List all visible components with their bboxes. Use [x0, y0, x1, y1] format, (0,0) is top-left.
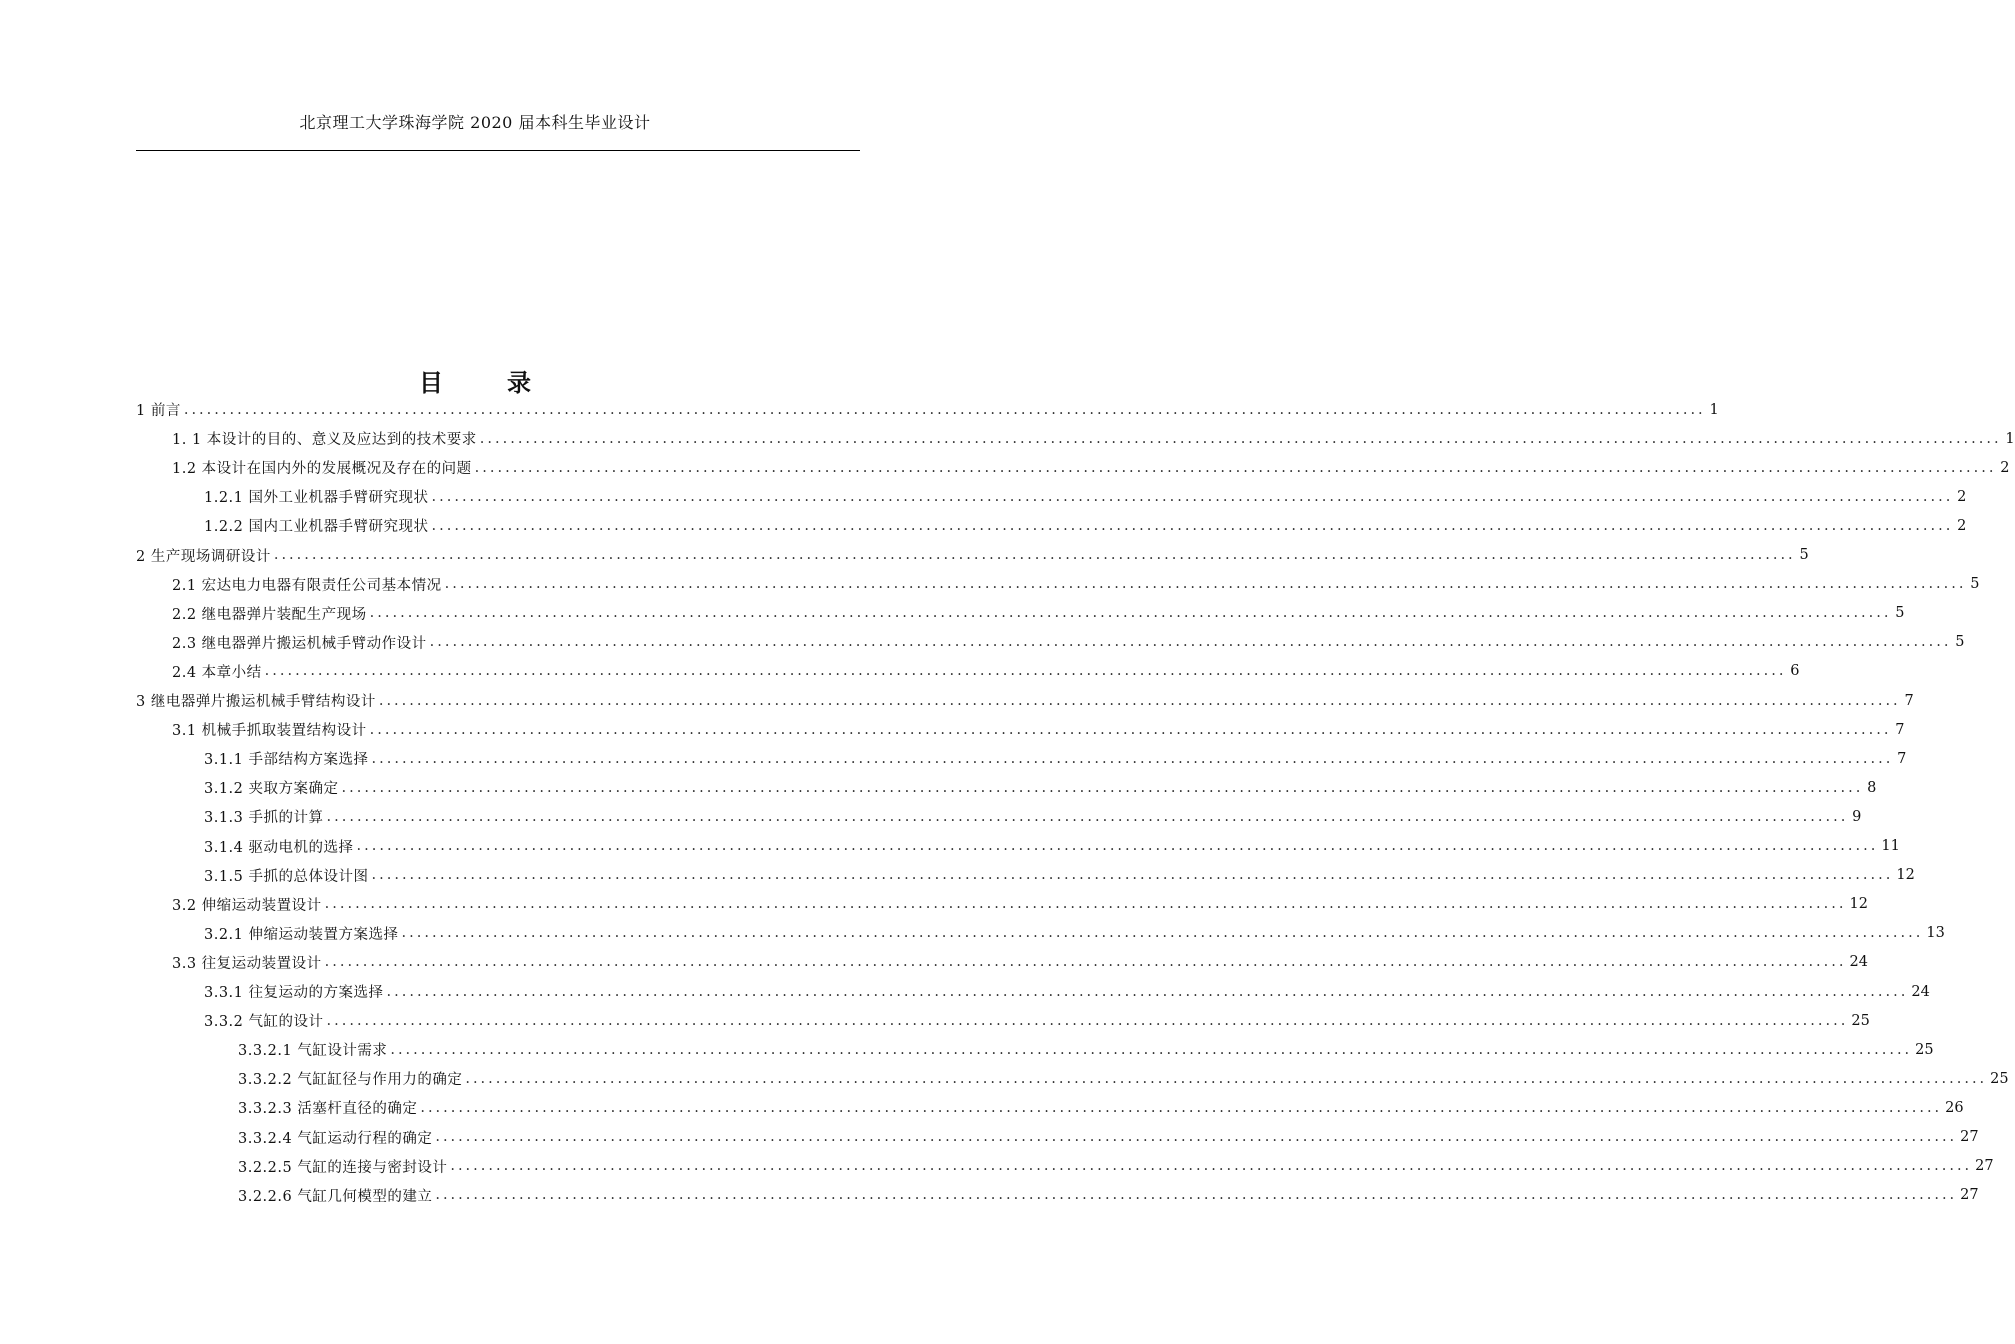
toc-leader-dots: ........................................................................................................................................................................................................: [431, 517, 1954, 534]
toc-leader-dots: ........................................................................................................................................................................................................: [371, 867, 1894, 884]
toc-leader-dots: ........................................................................................................................................................................................................: [401, 925, 1924, 942]
toc-entry-page: 2: [2000, 459, 2010, 476]
toc-entry-title: 2 生产现场调研设计: [136, 548, 271, 565]
toc-entry[interactable]: [172, 599, 1905, 628]
toc-entry-page: 26: [1945, 1099, 1964, 1116]
toc-entry-title: 3.3.2 气缸的设计: [204, 1014, 324, 1031]
toc-entry-title: 3.3.2.4 气缸运动行程的确定: [238, 1130, 433, 1147]
toc-leader-dots: ........................................................................................................................................................................................................: [420, 1099, 1943, 1116]
toc-entry-page: 1: [2005, 430, 2015, 447]
toc-entry-page: 7: [1897, 750, 1907, 767]
toc-entry[interactable]: [238, 1093, 1964, 1122]
toc-entry-title: 1 前言: [136, 403, 181, 419]
toc-entry-page: 25: [1851, 1012, 1870, 1029]
toc-entry[interactable]: [172, 424, 2015, 453]
toc-entry-title: 2.3 继电器弹片搬运机械手臂动作设计: [172, 635, 427, 652]
toc-entry-title: 3.3.2.1 气缸设计需求: [238, 1043, 388, 1060]
toc-leader-dots: ........................................................................................................................................................................................................: [435, 1187, 1958, 1204]
toc-leader-dots: ........................................................................................................................................................................................................: [371, 750, 1894, 767]
toc-entry-title: 3.1.2 夹取方案确定: [204, 781, 339, 798]
toc-leader-dots: ........................................................................................................................................................................................................: [326, 808, 1849, 825]
toc-title: 目 录: [419, 369, 551, 397]
toc-entry[interactable]: [238, 1035, 1934, 1064]
toc-leader-dots: ........................................................................................................................................................................................................: [326, 1012, 1849, 1029]
toc-entry-page: 24: [1849, 954, 1868, 971]
toc-entry-title: 3.1.3 手抓的计算: [204, 810, 324, 827]
toc-entry-page: 27: [1960, 1187, 1979, 1204]
toc-leader-dots: ........................................................................................................................................................................................................: [450, 1158, 1973, 1175]
toc-entry-page: 5: [1970, 576, 1980, 593]
toc-entry-title: 1. 1 本设计的目的、意义及应达到的技术要求: [172, 432, 477, 449]
toc-entry-title: 3.1 机械手抓取装置结构设计: [172, 723, 367, 740]
toc-entry-title: 3.3.1 往复运动的方案选择: [204, 985, 384, 1001]
toc-entry-page: 7: [1895, 721, 1905, 738]
toc-entry-page: 5: [1955, 634, 1965, 651]
toc-entry[interactable]: [136, 686, 1914, 715]
toc-entry-title: 3.1.4 驱动电机的选择: [204, 839, 354, 856]
toc-entry[interactable]: [204, 482, 1967, 511]
toc-entry[interactable]: [204, 832, 1900, 861]
toc-entry[interactable]: [204, 802, 1862, 831]
header-divider: [136, 150, 860, 151]
page-header: 北京理工大学珠海学院 2020 届本科生毕业设计: [299, 113, 651, 132]
toc-entry-page: 13: [1926, 925, 1945, 942]
toc-entry-title: 1.2.1 国外工业机器手臂研究现状: [204, 490, 429, 507]
toc-entry[interactable]: [136, 395, 1719, 424]
toc-entry-title: 2.1 宏达电力电器有限责任公司基本情况: [172, 577, 442, 594]
toc-entry[interactable]: [238, 1123, 1979, 1152]
toc-entry-title: 3.2.1 伸缩运动装置方案选择: [204, 926, 399, 943]
toc-entry-title: 1.2.2 国内工业机器手臂研究现状: [204, 519, 429, 536]
toc-leader-dots: ........................................................................................................................................................................................................: [435, 1129, 1958, 1145]
toc-entry-title: 3.1.5 手抓的总体设计图: [204, 868, 369, 885]
toc-entry[interactable]: [204, 744, 1907, 773]
toc-entry-title: 3.2.2.6 气缸几何模型的建立: [238, 1188, 433, 1205]
toc-entry-title: 3.3.2.2 气缸缸径与作用力的确定: [238, 1072, 463, 1089]
toc-entry-page: 8: [1867, 779, 1877, 796]
toc-entry[interactable]: [204, 773, 1877, 802]
toc-leader-dots: ........................................................................................................................................................................................................: [378, 692, 1901, 709]
toc-entry-page: 12: [1896, 867, 1915, 884]
toc-entry[interactable]: [172, 948, 1868, 977]
toc-entry[interactable]: [238, 1181, 1979, 1210]
toc-leader-dots: ........................................................................................................................................................................................................: [356, 838, 1879, 854]
toc-entry-page: 25: [1990, 1070, 2009, 1087]
toc-entry[interactable]: [238, 1152, 1994, 1181]
toc-entry-page: 27: [1975, 1158, 1994, 1175]
toc-leader-dots: ........................................................................................................................................................................................................: [264, 663, 1787, 680]
toc-leader-dots: ........................................................................................................................................................................................................: [479, 430, 2002, 447]
toc-entry-title: 3 继电器弹片搬运机械手臂结构设计: [136, 694, 376, 710]
toc-leader-dots: ........................................................................................................................................................................................................: [324, 954, 1847, 971]
toc-entry-title: 3.3.2.3 活塞杆直径的确定: [238, 1101, 418, 1118]
toc-entry[interactable]: [136, 541, 1809, 570]
toc-entry-page: 24: [1911, 983, 1930, 1000]
toc-leader-dots: ........................................................................................................................................................................................................: [183, 401, 1706, 418]
toc-leader-dots: ........................................................................................................................................................................................................: [369, 721, 1892, 738]
toc-entry[interactable]: [204, 1006, 1870, 1035]
toc-entry-page: 7: [1904, 692, 1914, 709]
toc-entry-page: 12: [1849, 896, 1868, 913]
toc-entry-title: 2.2 继电器弹片装配生产现场: [172, 606, 367, 623]
toc-entry[interactable]: [172, 628, 1965, 657]
toc-entry[interactable]: [172, 657, 1800, 686]
toc-entry-title: 3.3 往复运动装置设计: [172, 955, 322, 972]
toc-entry[interactable]: [204, 511, 1967, 540]
toc-entry[interactable]: [204, 861, 1915, 890]
toc-entry-page: 2: [1957, 488, 1967, 505]
toc-entry-title: 3.1.1 手部结构方案选择: [204, 752, 369, 769]
toc-leader-dots: ........................................................................................................................................................................................................: [390, 1041, 1913, 1058]
toc-leader-dots: ........................................................................................................................................................................................................: [474, 459, 1997, 476]
toc-leader-dots: ........................................................................................................................................................................................................: [369, 605, 1892, 622]
toc-entry-page: 27: [1960, 1129, 1979, 1145]
toc-entry-page: 6: [1790, 663, 1800, 680]
toc-entry[interactable]: [172, 453, 2010, 482]
toc-leader-dots: ........................................................................................................................................................................................................: [444, 576, 1967, 593]
toc-entry-page: 9: [1852, 808, 1862, 825]
toc-leader-dots: ........................................................................................................................................................................................................: [341, 779, 1864, 796]
toc-entry-page: 11: [1881, 838, 1900, 854]
toc-leader-dots: ........................................................................................................................................................................................................: [324, 896, 1847, 913]
toc-entry[interactable]: [204, 919, 1945, 948]
toc-leader-dots: ........................................................................................................................................................................................................: [465, 1070, 1988, 1087]
toc-entry[interactable]: [172, 570, 1980, 599]
toc-leader-dots: ........................................................................................................................................................................................................: [273, 547, 1796, 563]
toc-entry-title: 2.4 本章小结: [172, 664, 262, 681]
toc-leader-dots: ........................................................................................................................................................................................................: [429, 634, 1952, 651]
toc-entry-page: 1: [1709, 401, 1719, 418]
toc-entry-title: 3.2 伸缩运动装置设计: [172, 897, 322, 914]
toc-entry-page: 25: [1915, 1041, 1934, 1058]
toc-leader-dots: ........................................................................................................................................................................................................: [386, 983, 1909, 1000]
toc-entry[interactable]: [204, 977, 1930, 1006]
toc-entry-page: 5: [1799, 547, 1809, 563]
toc-entry[interactable]: [172, 715, 1905, 744]
toc-leader-dots: ........................................................................................................................................................................................................: [431, 488, 1954, 505]
toc-entry-page: 5: [1895, 605, 1905, 622]
toc-entry[interactable]: [172, 890, 1868, 919]
toc-entry-title: 3.2.2.5 气缸的连接与密封设计: [238, 1159, 448, 1176]
toc-entry-page: 2: [1957, 517, 1967, 534]
toc-entry-title: 1.2 本设计在国内外的发展概况及存在的问题: [172, 461, 472, 478]
toc-entry[interactable]: [238, 1064, 2009, 1093]
